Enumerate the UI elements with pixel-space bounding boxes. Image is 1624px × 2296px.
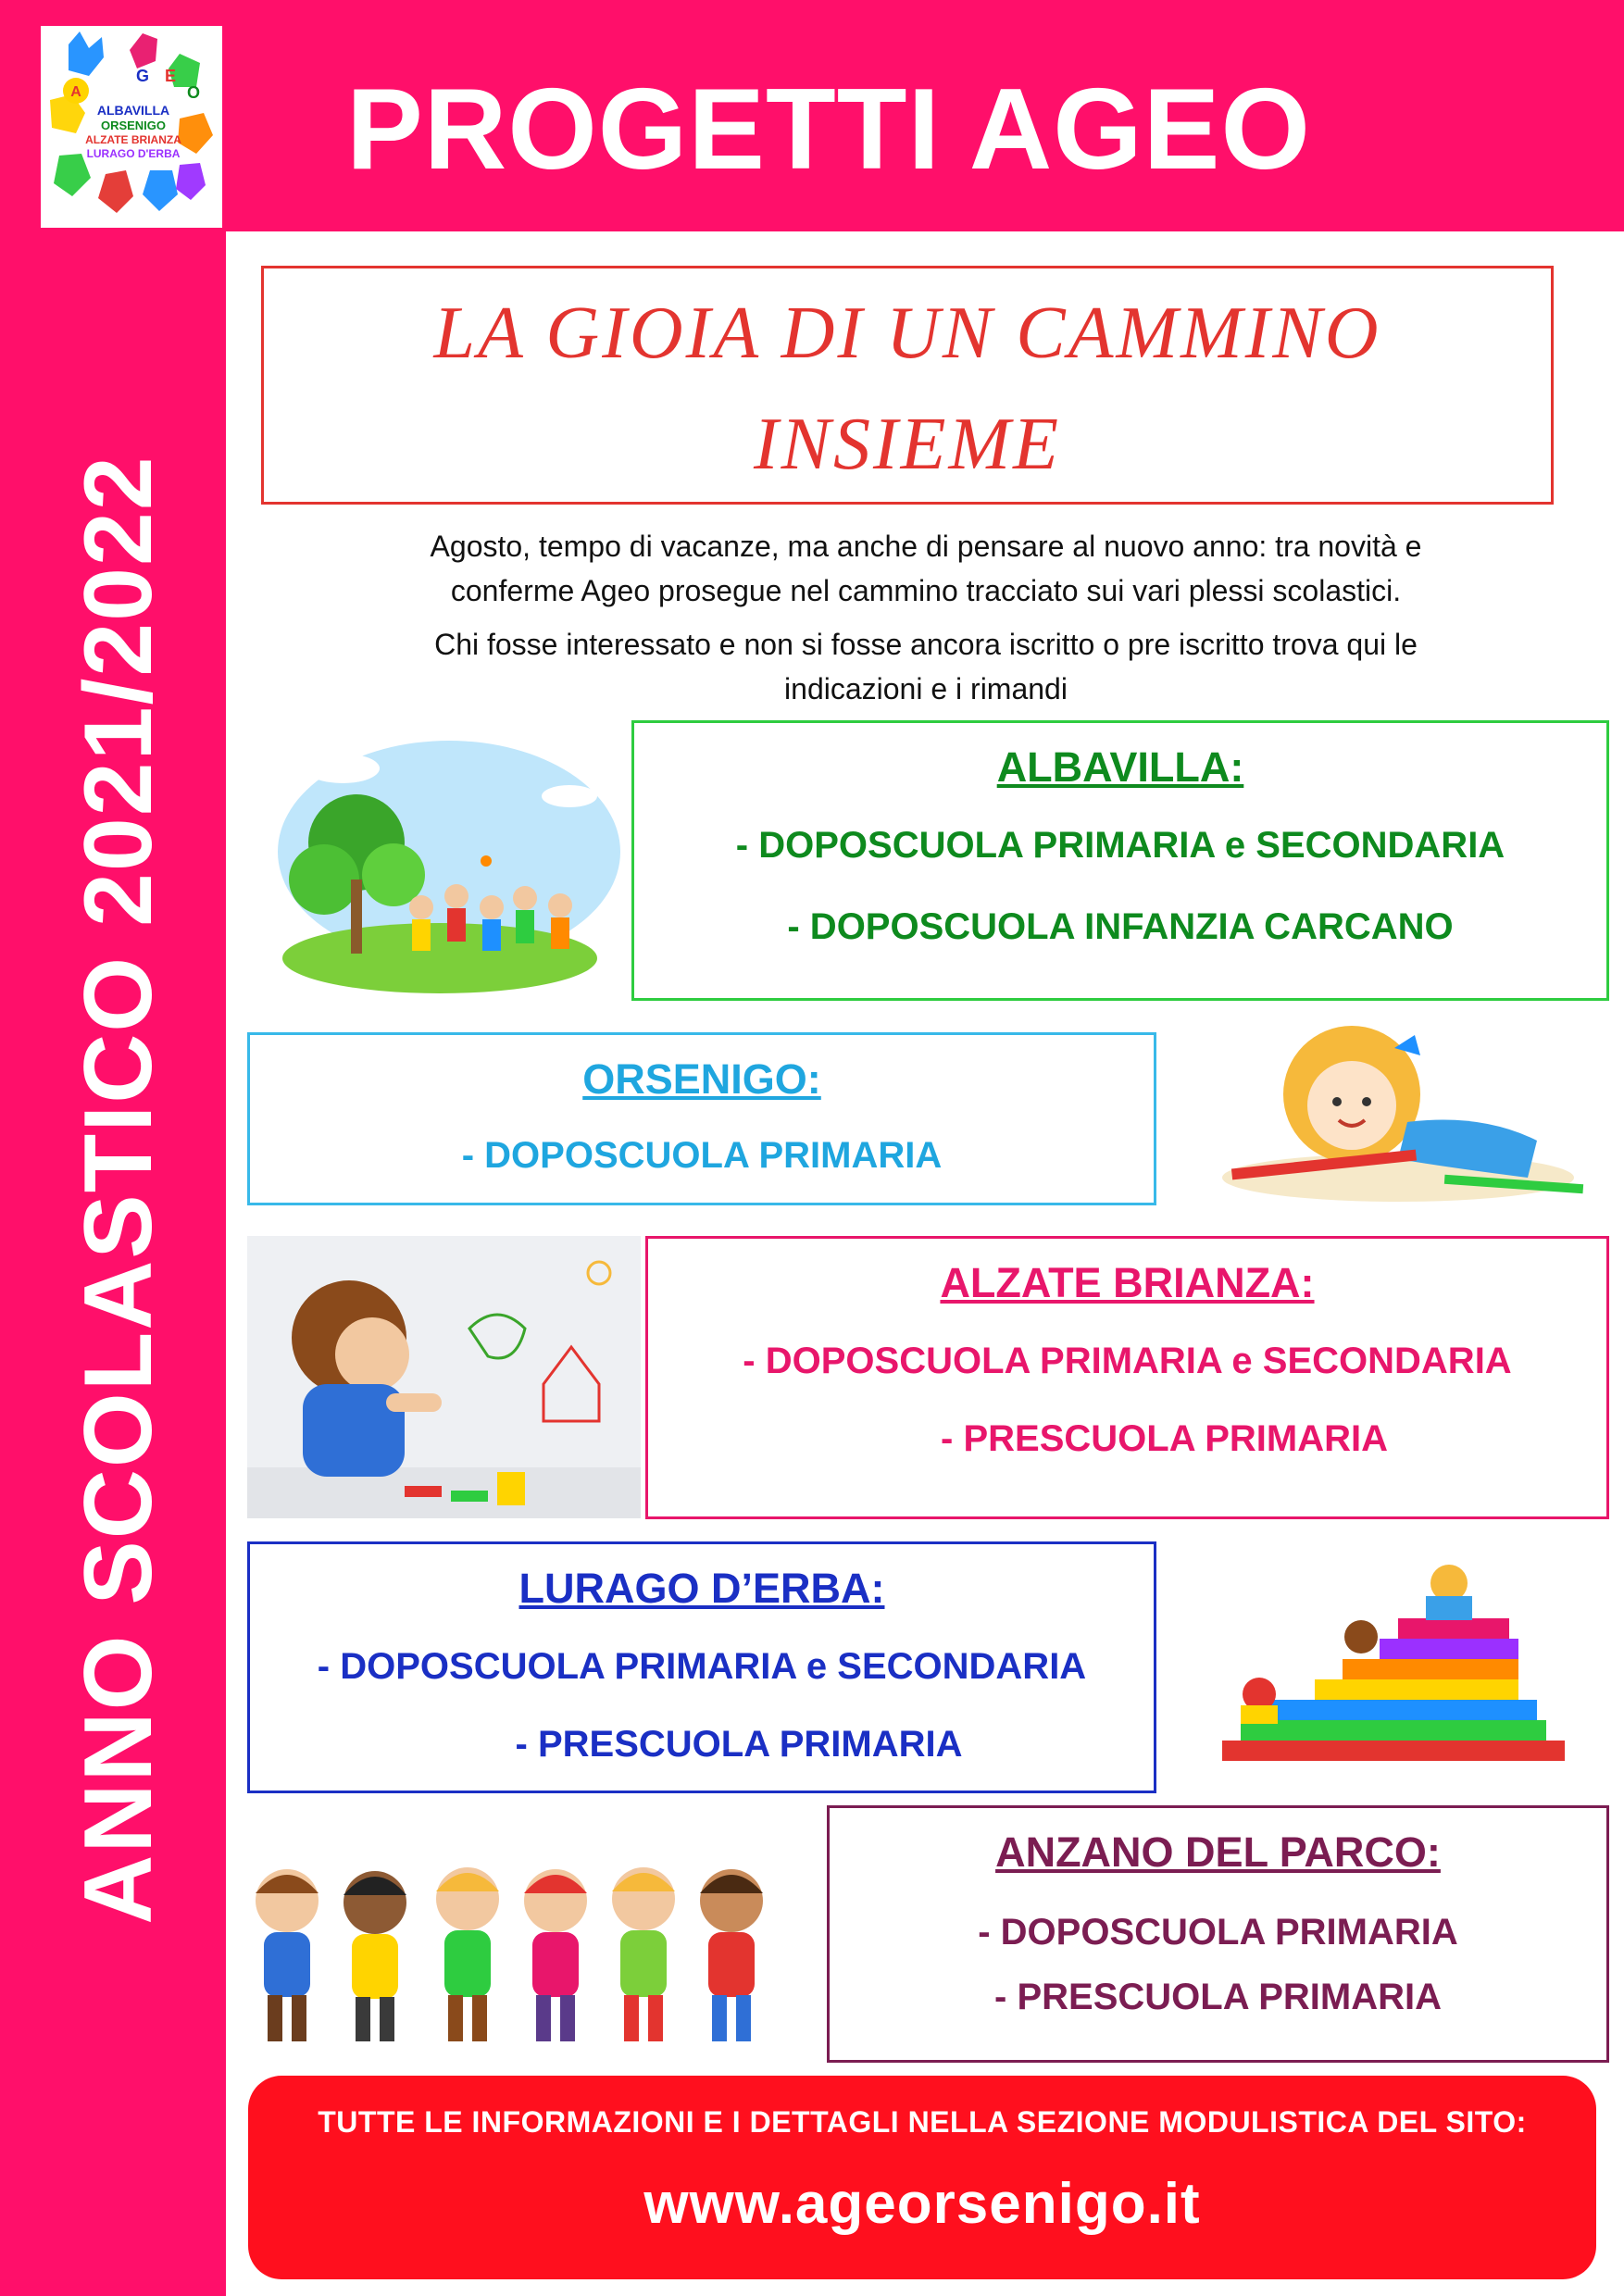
albavilla-box — [631, 720, 1609, 1001]
albavilla-item-2: - DOPOSCUOLA INFANZIA CARCANO — [787, 906, 1454, 947]
anzano-item-1: - DOPOSCUOLA PRIMARIA — [978, 1912, 1458, 1953]
boy-drawing-wall-icon — [247, 1236, 641, 1518]
svg-text:LURAGO D'ERBA: LURAGO D'ERBA — [86, 147, 181, 160]
lurago-title: LURAGO D’ERBA: — [518, 1565, 885, 1612]
footer-info-text: TUTTE LE INFORMAZIONI E I DETTAGLI NELLA SEZIONE MODULISTICA DEL SITO: — [318, 2105, 1527, 2139]
school-year-vertical-text: ANNO SCOLASTICO 2021/2022 — [65, 455, 172, 1925]
alzate-box — [645, 1236, 1609, 1519]
intro-line-1: Agosto, tempo di vacanze, ma anche di pensare al nuovo anno: tra novità e — [430, 530, 1422, 563]
kids-books-icon — [1204, 1555, 1583, 1782]
albavilla-title: ALBAVILLA: — [996, 743, 1244, 791]
intro-line-4: indicazioni e i rimandi — [784, 672, 1068, 705]
svg-text:ALBAVILLA: ALBAVILLA — [96, 103, 170, 118]
lurago-item-2: - PRESCUOLA PRIMARIA — [515, 1724, 963, 1765]
alzate-item-2: - PRESCUOLA PRIMARIA — [941, 1418, 1388, 1459]
boy-drawing-wall-illustration — [247, 1236, 641, 1518]
albavilla-item-1: - DOPOSCUOLA PRIMARIA e SECONDARIA — [735, 825, 1505, 866]
svg-text:ORSENIGO: ORSENIGO — [100, 119, 167, 132]
lurago-item-1: - DOPOSCUOLA PRIMARIA e SECONDARIA — [317, 1646, 1087, 1687]
lurago-box — [247, 1541, 1156, 1793]
headline-box — [261, 266, 1554, 505]
intro-line-3: Chi fosse interessato e non si fosse ancora iscritto o pre iscritto trova qui le — [434, 628, 1418, 661]
orsenigo-item-1: - DOPOSCUOLA PRIMARIA — [461, 1135, 943, 1176]
children-park-illustration — [255, 731, 620, 1000]
intro-text — [278, 524, 1574, 720]
kids-books-illustration — [1204, 1555, 1583, 1782]
orsenigo-box — [247, 1032, 1156, 1205]
svg-text:E: E — [164, 67, 177, 85]
girl-drawing-illustration — [1176, 1020, 1588, 1210]
orsenigo-title: ORSENIGO: — [582, 1055, 821, 1103]
intro-line-2: conferme Ageo prosegue nel cammino tracciato sui vari plessi scolastici. — [450, 574, 1402, 607]
svg-text:ALZATE BRIANZA: ALZATE BRIANZA — [85, 133, 181, 146]
svg-text:G: G — [135, 67, 150, 85]
kids-holding-hands-icon — [236, 1856, 801, 2060]
children-park-icon — [255, 731, 620, 1000]
svg-text:A: A — [70, 84, 81, 100]
alzate-title: ALZATE BRIANZA: — [940, 1259, 1315, 1306]
website-link[interactable]: www.ageorsenigo.it — [643, 2172, 1201, 2236]
headline-line-2: INSIEME — [753, 404, 1061, 485]
footer-banner — [248, 2076, 1596, 2279]
girl-drawing-icon — [1176, 1020, 1588, 1210]
alzate-item-1: - DOPOSCUOLA PRIMARIA e SECONDARIA — [743, 1341, 1512, 1381]
page-title: PROGETTI AGEO — [346, 66, 1311, 193]
svg-text:O: O — [186, 83, 201, 102]
headline-line-1: LA GIOIA DI UN CAMMINO — [433, 293, 1381, 374]
anzano-title: ANZANO DEL PARCO: — [995, 1828, 1441, 1876]
anzano-item-2: - PRESCUOLA PRIMARIA — [994, 1977, 1442, 2017]
kids-holding-hands-illustration — [236, 1856, 801, 2060]
anzano-box — [827, 1805, 1609, 2063]
